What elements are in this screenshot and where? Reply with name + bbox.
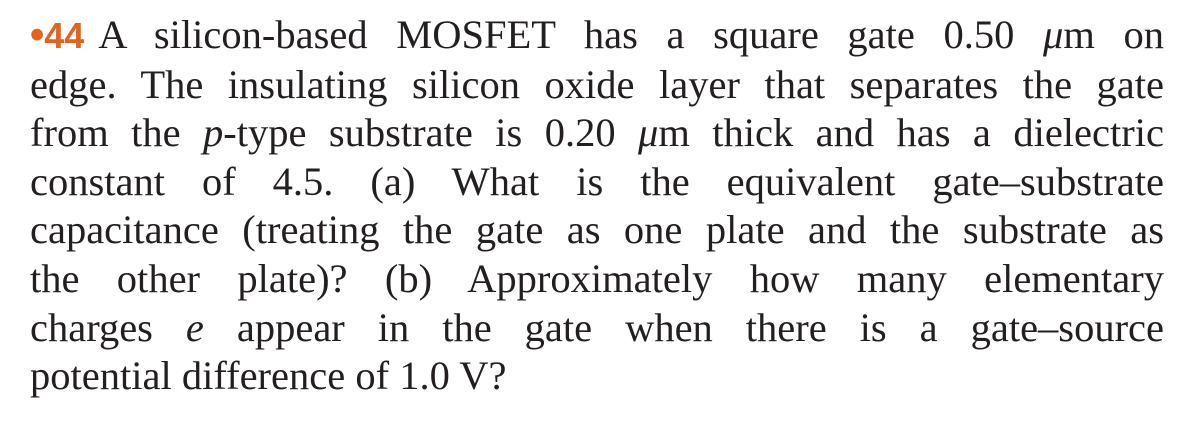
problem-line-5 [30, 206, 1164, 255]
problem-text: m thick and has a dielectric [658, 110, 1164, 156]
problem-line-4 [30, 158, 1164, 207]
problem-bullet: • [30, 11, 45, 57]
problem-line-6 [30, 255, 1164, 304]
mu-symbol: μ [638, 110, 659, 156]
problem-line-1 [30, 10, 1164, 61]
problem-line-7 [30, 304, 1164, 353]
charge-symbol: e [185, 304, 204, 350]
p-type-symbol: p [203, 110, 224, 156]
problem-number: 44 [44, 15, 85, 56]
problem-text: from the [30, 110, 204, 156]
problem-text: charges [30, 304, 186, 350]
mu-symbol: μ [1043, 12, 1064, 57]
problem-line-8 [30, 352, 1164, 401]
problem-text: m on [1063, 12, 1164, 57]
problem-text: A silicon-based MOSFET has a square gate 0.50 [98, 12, 1043, 57]
problem-line-2 [30, 61, 1164, 110]
problem-text: potential difference of 1.0 V? [30, 353, 507, 399]
problem-text: edge. The insulating silicon oxide layer that separates the gate [30, 61, 1164, 107]
problem-text: -type substrate is 0.20 [223, 110, 638, 156]
problem-text: capacitance (treating the gate as one plate and the substrate as [30, 207, 1164, 253]
problem-statement [30, 10, 1164, 401]
problem-text: appear in the gate when there is a gate–source [203, 304, 1165, 350]
problem-text: constant of 4.5. (a) What is the equivalent gate–substrate [30, 158, 1164, 204]
problem-text: the other plate)? (b) Approximately how many elementary [30, 255, 1164, 301]
problem-line-3 [30, 109, 1164, 158]
